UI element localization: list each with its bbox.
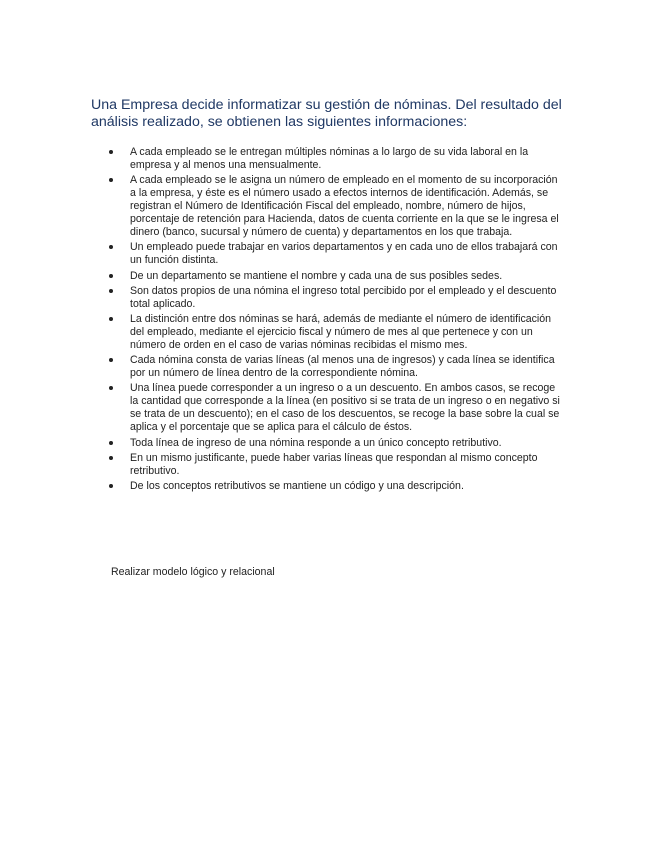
list-item	[90, 241, 566, 267]
list-item-text: Un empleado puede trabajar en varios departamentos y en cada uno de ellos trabajará con un función distinta.	[130, 241, 558, 267]
bullet-icon	[109, 274, 113, 278]
list-item-text: Son datos propios de una nómina el ingreso total percibido por el empleado y el descuento total aplicado.	[130, 284, 557, 310]
bullet-icon	[109, 386, 113, 390]
list-item	[90, 382, 566, 434]
bullet-icon	[109, 245, 113, 249]
bullet-icon	[109, 150, 113, 154]
list-item	[90, 146, 566, 172]
closing-note: Realizar modelo lógico y relacional	[111, 566, 275, 578]
list-item-text: Una línea puede corresponder a un ingreso o a un descuento. En ambos casos, se recoge la cantidad que corresponde a la línea (en positivo si se trata de un ingreso o en negativo si se trata de un descuento); en el caso de los descuentos, se recoge la base sobre la cual se aplica y el porcentaje que se aplica para el cálculo de éstos.	[130, 382, 560, 434]
bullet-icon	[109, 289, 113, 293]
list-item-text: De los conceptos retributivos se mantiene un código y una descripción.	[130, 479, 464, 492]
bullet-icon	[109, 456, 113, 460]
bullet-icon	[109, 317, 113, 321]
list-item-text: De un departamento se mantiene el nombre y cada una de sus posibles sedes.	[130, 269, 503, 282]
list-item-text: Toda línea de ingreso de una nómina responde a un único concepto retributivo.	[130, 436, 502, 449]
list-item	[90, 313, 566, 352]
list-item	[90, 452, 566, 478]
document-heading: Una Empresa decide informatizar su gestión de nóminas. Del resultado del análisis realizado, se obtienen las siguientes informaciones:	[91, 97, 562, 130]
bullet-icon	[109, 441, 113, 445]
bullet-icon	[109, 178, 113, 182]
list-item-text: A cada empleado se le asigna un número de empleado en el momento de su incorporación a la empresa, y éste es el número usado a efectos internos de identificación. Además, se registran el Número de Identificación Fiscal del empleado, nombre, número de hijos, porcentaje de retención para Hacienda, datos de cuenta corriente en la que se le ingresa el dinero (banco, sucursal y número de cuenta) y departamentos en los que trabaja.	[130, 174, 559, 239]
list-item	[90, 285, 566, 311]
requirements-list	[90, 146, 566, 495]
list-item	[90, 437, 566, 450]
list-item-text: En un mismo justificante, puede haber varias líneas que respondan al mismo concepto retributivo.	[130, 451, 538, 477]
list-item	[90, 270, 566, 283]
bullet-icon	[109, 358, 113, 362]
list-item-text: La distinción entre dos nóminas se hará, además de mediante el número de identificación del empleado, mediante el ejercicio fiscal y número de mes al que pertenece y con un número de orden en el caso de varias nóminas recibidas el mismo mes.	[130, 312, 552, 351]
list-item	[90, 174, 566, 239]
list-item-text: A cada empleado se le entregan múltiples nóminas a lo largo de su vida laboral en la empresa y al menos una mensualmente.	[130, 146, 529, 171]
list-item	[90, 354, 566, 380]
bullet-icon	[109, 484, 113, 488]
list-item	[90, 480, 566, 493]
list-item-text: Cada nómina consta de varias líneas (al menos una de ingresos) y cada línea se identifica por un número de línea dentro de la correspondiente nómina.	[130, 354, 555, 380]
